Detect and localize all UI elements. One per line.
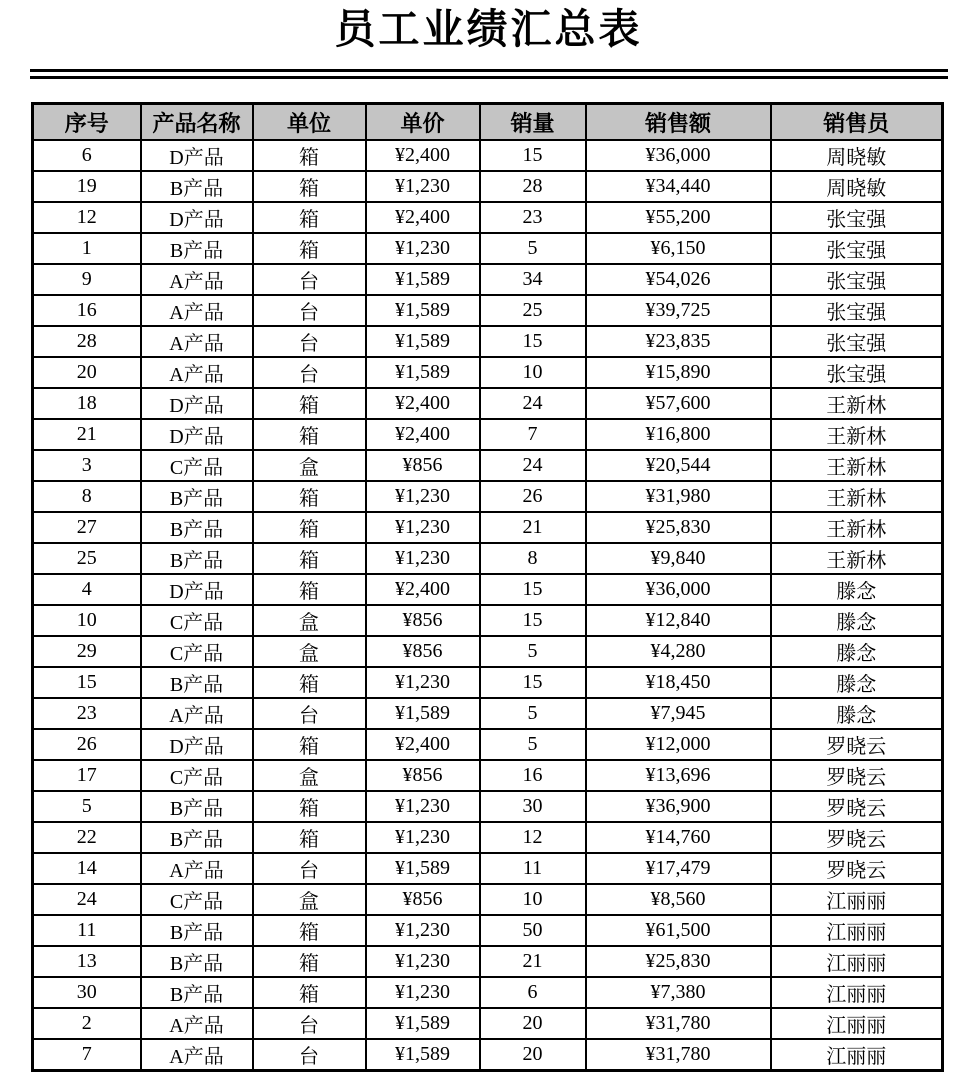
cell-quantity: 34 <box>480 264 586 295</box>
cell-serial: 11 <box>33 915 141 946</box>
cell-sales-amount: ¥39,725 <box>586 295 771 326</box>
cell-product: B产品 <box>141 512 253 543</box>
table-row <box>33 202 943 233</box>
cell-unit: 箱 <box>253 729 366 760</box>
cell-unit-price: ¥1,230 <box>366 233 480 264</box>
cell-unit: 盒 <box>253 760 366 791</box>
header-cell-sales-amount: 销售额 <box>586 104 771 141</box>
cell-quantity: 5 <box>480 636 586 667</box>
cell-product: B产品 <box>141 543 253 574</box>
cell-unit-price: ¥1,589 <box>366 264 480 295</box>
cell-serial: 5 <box>33 791 141 822</box>
cell-unit-price: ¥1,589 <box>366 853 480 884</box>
cell-quantity: 20 <box>480 1008 586 1039</box>
cell-serial: 10 <box>33 605 141 636</box>
cell-sales-amount: ¥36,900 <box>586 791 771 822</box>
cell-unit: 台 <box>253 1039 366 1071</box>
cell-unit: 箱 <box>253 388 366 419</box>
table-row <box>33 698 943 729</box>
table-row <box>33 171 943 202</box>
cell-quantity: 10 <box>480 884 586 915</box>
cell-product: A产品 <box>141 1008 253 1039</box>
cell-serial: 9 <box>33 264 141 295</box>
table-row <box>33 636 943 667</box>
cell-unit-price: ¥1,589 <box>366 1039 480 1071</box>
cell-serial: 23 <box>33 698 141 729</box>
cell-product: A产品 <box>141 698 253 729</box>
cell-quantity: 5 <box>480 698 586 729</box>
cell-salesperson: 江丽丽 <box>771 1008 943 1039</box>
cell-unit: 箱 <box>253 915 366 946</box>
cell-unit-price: ¥1,589 <box>366 295 480 326</box>
cell-salesperson: 滕念 <box>771 698 943 729</box>
cell-product: B产品 <box>141 171 253 202</box>
cell-serial: 24 <box>33 884 141 915</box>
cell-salesperson: 张宝强 <box>771 264 943 295</box>
cell-product: C产品 <box>141 884 253 915</box>
cell-unit: 箱 <box>253 543 366 574</box>
cell-unit-price: ¥856 <box>366 636 480 667</box>
cell-unit-price: ¥1,230 <box>366 791 480 822</box>
cell-sales-amount: ¥54,026 <box>586 264 771 295</box>
cell-sales-amount: ¥18,450 <box>586 667 771 698</box>
cell-salesperson: 罗晓云 <box>771 760 943 791</box>
cell-salesperson: 王新林 <box>771 388 943 419</box>
cell-unit-price: ¥856 <box>366 605 480 636</box>
cell-serial: 4 <box>33 574 141 605</box>
cell-product: D产品 <box>141 140 253 171</box>
cell-unit: 箱 <box>253 233 366 264</box>
cell-unit-price: ¥2,400 <box>366 729 480 760</box>
cell-quantity: 10 <box>480 357 586 388</box>
cell-unit-price: ¥2,400 <box>366 140 480 171</box>
cell-salesperson: 滕念 <box>771 636 943 667</box>
cell-unit: 台 <box>253 1008 366 1039</box>
table-row <box>33 605 943 636</box>
table-row <box>33 233 943 264</box>
cell-unit-price: ¥2,400 <box>366 388 480 419</box>
cell-sales-amount: ¥6,150 <box>586 233 771 264</box>
cell-product: B产品 <box>141 822 253 853</box>
cell-unit: 台 <box>253 264 366 295</box>
cell-sales-amount: ¥34,440 <box>586 171 771 202</box>
header-cell-unit-price: 单价 <box>366 104 480 141</box>
cell-sales-amount: ¥7,380 <box>586 977 771 1008</box>
cell-unit: 箱 <box>253 419 366 450</box>
title-divider <box>30 69 948 79</box>
cell-unit: 台 <box>253 853 366 884</box>
cell-sales-amount: ¥31,780 <box>586 1008 771 1039</box>
cell-serial: 28 <box>33 326 141 357</box>
cell-quantity: 11 <box>480 853 586 884</box>
cell-quantity: 5 <box>480 729 586 760</box>
cell-serial: 1 <box>33 233 141 264</box>
cell-sales-amount: ¥13,696 <box>586 760 771 791</box>
cell-serial: 8 <box>33 481 141 512</box>
table-row <box>33 419 943 450</box>
cell-quantity: 23 <box>480 202 586 233</box>
cell-product: B产品 <box>141 791 253 822</box>
cell-product: B产品 <box>141 946 253 977</box>
cell-quantity: 21 <box>480 946 586 977</box>
cell-salesperson: 张宝强 <box>771 357 943 388</box>
cell-sales-amount: ¥17,479 <box>586 853 771 884</box>
cell-salesperson: 罗晓云 <box>771 822 943 853</box>
cell-quantity: 15 <box>480 605 586 636</box>
table-row <box>33 543 943 574</box>
cell-quantity: 12 <box>480 822 586 853</box>
cell-unit: 盒 <box>253 605 366 636</box>
cell-unit: 盒 <box>253 450 366 481</box>
cell-product: D产品 <box>141 419 253 450</box>
table-row <box>33 357 943 388</box>
table-row <box>33 574 943 605</box>
cell-quantity: 50 <box>480 915 586 946</box>
cell-unit-price: ¥2,400 <box>366 574 480 605</box>
cell-serial: 30 <box>33 977 141 1008</box>
cell-salesperson: 王新林 <box>771 419 943 450</box>
cell-unit: 箱 <box>253 667 366 698</box>
cell-product: A产品 <box>141 357 253 388</box>
cell-quantity: 25 <box>480 295 586 326</box>
cell-quantity: 30 <box>480 791 586 822</box>
cell-salesperson: 江丽丽 <box>771 946 943 977</box>
cell-serial: 21 <box>33 419 141 450</box>
cell-serial: 15 <box>33 667 141 698</box>
cell-salesperson: 王新林 <box>771 512 943 543</box>
cell-sales-amount: ¥16,800 <box>586 419 771 450</box>
cell-sales-amount: ¥14,760 <box>586 822 771 853</box>
cell-product: D产品 <box>141 729 253 760</box>
cell-unit: 台 <box>253 295 366 326</box>
cell-sales-amount: ¥8,560 <box>586 884 771 915</box>
cell-quantity: 16 <box>480 760 586 791</box>
employee-performance-table <box>31 102 944 1072</box>
cell-serial: 3 <box>33 450 141 481</box>
cell-unit: 箱 <box>253 977 366 1008</box>
cell-quantity: 15 <box>480 326 586 357</box>
cell-serial: 29 <box>33 636 141 667</box>
cell-serial: 20 <box>33 357 141 388</box>
cell-unit: 箱 <box>253 512 366 543</box>
cell-quantity: 28 <box>480 171 586 202</box>
table-row <box>33 977 943 1008</box>
table-row <box>33 791 943 822</box>
cell-salesperson: 江丽丽 <box>771 884 943 915</box>
cell-quantity: 15 <box>480 140 586 171</box>
table-row <box>33 140 943 171</box>
cell-salesperson: 张宝强 <box>771 202 943 233</box>
cell-sales-amount: ¥61,500 <box>586 915 771 946</box>
cell-salesperson: 江丽丽 <box>771 915 943 946</box>
cell-salesperson: 滕念 <box>771 605 943 636</box>
cell-sales-amount: ¥12,840 <box>586 605 771 636</box>
cell-unit-price: ¥1,589 <box>366 1008 480 1039</box>
cell-serial: 16 <box>33 295 141 326</box>
page <box>0 6 977 1086</box>
cell-unit: 箱 <box>253 202 366 233</box>
cell-sales-amount: ¥4,280 <box>586 636 771 667</box>
cell-salesperson: 江丽丽 <box>771 977 943 1008</box>
cell-sales-amount: ¥20,544 <box>586 450 771 481</box>
cell-unit: 盒 <box>253 884 366 915</box>
cell-product: D产品 <box>141 202 253 233</box>
cell-quantity: 6 <box>480 977 586 1008</box>
table-row <box>33 295 943 326</box>
cell-unit: 台 <box>253 357 366 388</box>
cell-unit-price: ¥1,230 <box>366 543 480 574</box>
cell-unit-price: ¥856 <box>366 450 480 481</box>
cell-salesperson: 张宝强 <box>771 233 943 264</box>
cell-serial: 27 <box>33 512 141 543</box>
cell-salesperson: 张宝强 <box>771 295 943 326</box>
cell-unit-price: ¥2,400 <box>366 202 480 233</box>
cell-product: A产品 <box>141 853 253 884</box>
cell-serial: 25 <box>33 543 141 574</box>
cell-unit: 台 <box>253 326 366 357</box>
cell-sales-amount: ¥31,780 <box>586 1039 771 1071</box>
cell-product: D产品 <box>141 574 253 605</box>
cell-unit: 箱 <box>253 171 366 202</box>
cell-salesperson: 王新林 <box>771 450 943 481</box>
cell-sales-amount: ¥31,980 <box>586 481 771 512</box>
cell-serial: 2 <box>33 1008 141 1039</box>
cell-product: B产品 <box>141 667 253 698</box>
cell-unit-price: ¥856 <box>366 760 480 791</box>
table-row <box>33 729 943 760</box>
cell-quantity: 26 <box>480 481 586 512</box>
cell-salesperson: 罗晓云 <box>771 729 943 760</box>
cell-unit-price: ¥856 <box>366 884 480 915</box>
cell-sales-amount: ¥55,200 <box>586 202 771 233</box>
header-cell-quantity: 销量 <box>480 104 586 141</box>
cell-sales-amount: ¥36,000 <box>586 574 771 605</box>
header-row <box>33 104 943 141</box>
cell-serial: 17 <box>33 760 141 791</box>
cell-salesperson: 周晓敏 <box>771 171 943 202</box>
table-row <box>33 512 943 543</box>
cell-sales-amount: ¥12,000 <box>586 729 771 760</box>
cell-unit: 箱 <box>253 140 366 171</box>
cell-sales-amount: ¥57,600 <box>586 388 771 419</box>
cell-quantity: 8 <box>480 543 586 574</box>
cell-unit: 箱 <box>253 946 366 977</box>
cell-product: A产品 <box>141 1039 253 1071</box>
header-cell-unit: 单位 <box>253 104 366 141</box>
cell-unit-price: ¥1,230 <box>366 822 480 853</box>
table-row <box>33 667 943 698</box>
cell-sales-amount: ¥7,945 <box>586 698 771 729</box>
cell-quantity: 24 <box>480 450 586 481</box>
cell-unit-price: ¥1,230 <box>366 171 480 202</box>
cell-salesperson: 王新林 <box>771 543 943 574</box>
cell-salesperson: 江丽丽 <box>771 1039 943 1071</box>
cell-product: B产品 <box>141 481 253 512</box>
table-row <box>33 884 943 915</box>
cell-unit: 盒 <box>253 636 366 667</box>
cell-sales-amount: ¥25,830 <box>586 512 771 543</box>
cell-unit-price: ¥1,230 <box>366 915 480 946</box>
cell-salesperson: 罗晓云 <box>771 791 943 822</box>
cell-serial: 14 <box>33 853 141 884</box>
cell-product: A产品 <box>141 295 253 326</box>
cell-sales-amount: ¥36,000 <box>586 140 771 171</box>
cell-sales-amount: ¥23,835 <box>586 326 771 357</box>
table-row <box>33 326 943 357</box>
cell-unit-price: ¥1,589 <box>366 326 480 357</box>
cell-quantity: 15 <box>480 667 586 698</box>
cell-product: C产品 <box>141 605 253 636</box>
cell-unit: 箱 <box>253 822 366 853</box>
cell-unit-price: ¥1,230 <box>366 481 480 512</box>
cell-unit-price: ¥1,230 <box>366 512 480 543</box>
cell-unit-price: ¥2,400 <box>366 419 480 450</box>
cell-sales-amount: ¥25,830 <box>586 946 771 977</box>
cell-unit: 箱 <box>253 791 366 822</box>
cell-serial: 7 <box>33 1039 141 1071</box>
cell-quantity: 15 <box>480 574 586 605</box>
cell-quantity: 20 <box>480 1039 586 1071</box>
cell-product: B产品 <box>141 977 253 1008</box>
table-row <box>33 450 943 481</box>
table-row <box>33 388 943 419</box>
cell-quantity: 7 <box>480 419 586 450</box>
table-row <box>33 1008 943 1039</box>
cell-unit: 箱 <box>253 574 366 605</box>
cell-unit: 箱 <box>253 481 366 512</box>
cell-unit-price: ¥1,589 <box>366 357 480 388</box>
header-cell-serial: 序号 <box>33 104 141 141</box>
table-row <box>33 481 943 512</box>
table-row <box>33 822 943 853</box>
cell-product: A产品 <box>141 264 253 295</box>
cell-product: C产品 <box>141 760 253 791</box>
cell-product: C产品 <box>141 636 253 667</box>
cell-serial: 26 <box>33 729 141 760</box>
table-row <box>33 264 943 295</box>
table-row <box>33 760 943 791</box>
table-row <box>33 946 943 977</box>
cell-serial: 12 <box>33 202 141 233</box>
cell-unit-price: ¥1,230 <box>366 667 480 698</box>
cell-product: B产品 <box>141 233 253 264</box>
cell-sales-amount: ¥15,890 <box>586 357 771 388</box>
cell-unit: 台 <box>253 698 366 729</box>
cell-unit-price: ¥1,230 <box>366 977 480 1008</box>
table-row <box>33 915 943 946</box>
header-cell-salesperson: 销售员 <box>771 104 943 141</box>
cell-product: D产品 <box>141 388 253 419</box>
cell-product: C产品 <box>141 450 253 481</box>
cell-sales-amount: ¥9,840 <box>586 543 771 574</box>
cell-salesperson: 滕念 <box>771 667 943 698</box>
cell-serial: 6 <box>33 140 141 171</box>
cell-salesperson: 滕念 <box>771 574 943 605</box>
cell-serial: 18 <box>33 388 141 419</box>
table-row <box>33 1039 943 1071</box>
table-row <box>33 853 943 884</box>
cell-salesperson: 张宝强 <box>771 326 943 357</box>
cell-serial: 13 <box>33 946 141 977</box>
cell-unit-price: ¥1,589 <box>366 698 480 729</box>
page-title: 员工业绩汇总表 <box>334 5 643 53</box>
cell-serial: 19 <box>33 171 141 202</box>
cell-salesperson: 王新林 <box>771 481 943 512</box>
cell-quantity: 5 <box>480 233 586 264</box>
cell-quantity: 21 <box>480 512 586 543</box>
cell-product: A产品 <box>141 326 253 357</box>
header-cell-product: 产品名称 <box>141 104 253 141</box>
cell-salesperson: 罗晓云 <box>771 853 943 884</box>
cell-quantity: 24 <box>480 388 586 419</box>
cell-serial: 22 <box>33 822 141 853</box>
cell-product: B产品 <box>141 915 253 946</box>
cell-salesperson: 周晓敏 <box>771 140 943 171</box>
cell-unit-price: ¥1,230 <box>366 946 480 977</box>
